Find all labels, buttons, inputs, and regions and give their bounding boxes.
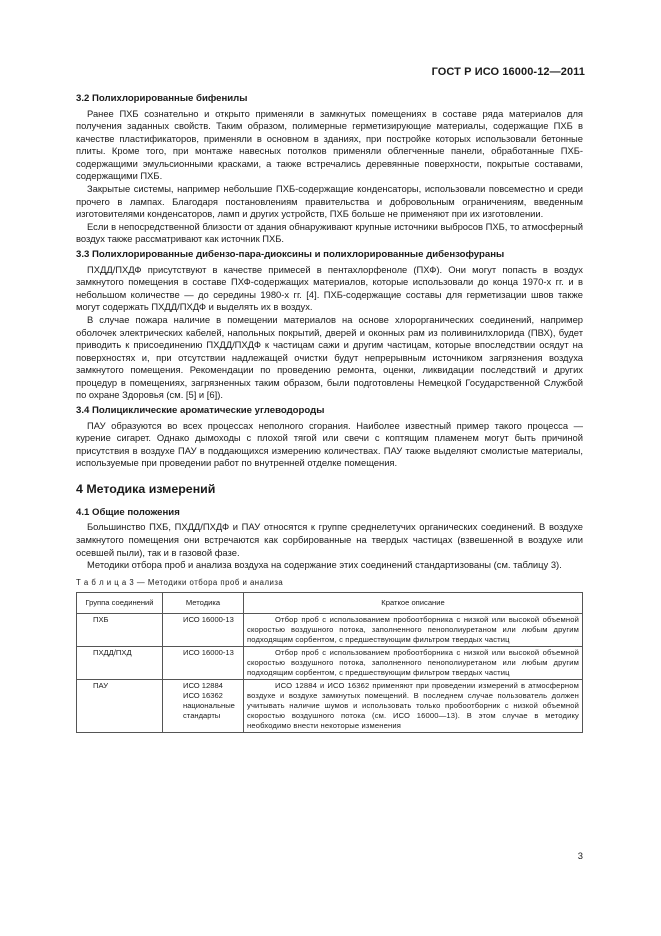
section-3-3-paragraph-2: В случае пожара наличие в помещении материалов на основе хлорорганических соединений, например оболочек электрических кабелей, напольных покрытий, дверей и оконных рам из поливинилхлорида (ПВХ), будет приводить к присоединению ПХДД/ПХДФ к частицам сажи и другим частицам, которые впоследствии осядут на поверхностях и, при отсутствии надлежащей очистки будут непрерывным источником загрязнения воздуха замкнутого помещения. Рекомендации по проведению ремонта, оценки, ликвидации последствий и других процедур в помещениях, загрязненных таким образом, были подготовлены Немецкой Государственной Службой по охране Здоровья (см. [5] и [6]).	[76, 313, 583, 401]
table-cell-description-text: ИСО 12884 и ИСО 16362 применяют при проведении измерений в атмосферном воздухе и воздухе замкнутых помещений. В последнем случае пользователь должен учитывать наличие шумов и использовать только пробоотборник с низкой объемной скоростью воздушного потока (см. ИСО 16000—13). В этом случае в методику необходимо внести некоторые изменения	[247, 680, 579, 730]
table-row	[77, 613, 583, 646]
table-cell-description	[244, 646, 583, 679]
table-cell-method: ИСО 16000-13	[163, 613, 244, 646]
table-header-method: Методика	[163, 592, 244, 613]
table-cell-description	[244, 613, 583, 646]
table-cell-group: ПАУ	[77, 679, 163, 732]
section-3-2-paragraph-1: Ранее ПХБ сознательно и открыто применяли в замкнутых помещениях в составе ряда материалов для получения заданных свойств. Таким образом, полимерные герметизирующие материалы, содержащие ПХБ в качестве пластификаторов, применяли в основном в зданиях, при постройке которых использовали бетонные плиты. Кроме того, при монтаже навесных потолков применяли облегченные панели, обработанные ПХБ-содержащими эмульсионными красками, а также встречались деревянные поверхности, покрытые составами, содержащими ПХБ.	[76, 107, 583, 182]
table-3	[76, 592, 583, 733]
table-header-row	[77, 592, 583, 613]
section-4-heading: 4 Методика измерений	[76, 481, 216, 496]
page-number: 3	[577, 850, 583, 861]
section-3-3-paragraph-1: ПХДД/ПХДФ присутствуют в качестве примесей в пентахлорфеноле (ПХФ). Они могут попасть в воздух замкнутого помещения в составе ПХФ-содержащих материалов, которые использовали до конца 1970-х гг. и в небольшом количестве — до середины 1980-х гг. [4]. ПХБ-содержащие составы для герметизации швов также могут содержать ПХДД/ПХДФ и выделять их в воздух.	[76, 263, 583, 313]
section-4-1-heading: 4.1 Общие положения	[76, 506, 180, 518]
table-cell-group: ПХБ	[77, 613, 163, 646]
table-cell-method: ИСО 12884 ИСО 16362 национальные стандарты	[163, 679, 244, 732]
section-4-1-paragraph-1: Большинство ПХБ, ПХДД/ПХДФ и ПАУ относятся к группе среднелетучих органических соединений. В воздухе замкнутого помещения они встречаются как сорбированные на твердых частицах (взвешенной в воздухе или осевшей пыли), так и в газовой фазе.	[76, 521, 583, 558]
section-3-2-paragraph-2: Закрытые системы, например небольшие ПХБ-содержащие конденсаторы, использовали повсеместно и среди прочего в лампах. Благодаря постановлениям правительства и добровольным ограничениям, введенным изготовителями конденсаторов, ламп и других устройств, ПХБ больше не применяют при их изготовлении.	[76, 183, 583, 220]
section-3-2-paragraph-3: Если в непосредственной близости от здания обнаруживают крупные источники выбросов ПХБ, то атмосферный воздух также рассматривают как источник ПХБ.	[76, 220, 583, 245]
table-row	[77, 646, 583, 679]
table-3-caption: Т а б л и ц а 3 — Методики отбора проб и анализа	[76, 577, 284, 587]
table-row	[77, 679, 583, 732]
section-3-4-paragraph-1: ПАУ образуются во всех процессах неполного сгорания. Наиболее известный пример такого процесса — курение сигарет. Однако дымоходы с плохой тягой или свечи с коптящим пламенем могут быть причиной присутствия в воздухе ПАУ в поддающихся измерению количествах. ПАУ также выделяют смолистые материалы, используемые при проведении работ по внутренней отделке помещения.	[76, 419, 583, 469]
table-cell-method: ИСО 16000-13	[163, 646, 244, 679]
table-cell-description	[244, 679, 583, 732]
table-cell-description-text: Отбор проб с использованием пробоотборника с низкой или высокой объемной скоростью воздушного потока, заполненного пенополиуретаном или любым другим подходящим сорбентом, с предшествующим фильтром твердых частиц	[247, 647, 579, 677]
table-header-group: Группа соединений	[77, 592, 163, 613]
table-cell-description-text: Отбор проб с использованием пробоотборника с низкой или высокой объемной скоростью воздушного потока, заполненного пенополиуретаном или любым другим подходящим сорбентом, с предшествующим фильтром твердых частиц	[247, 614, 579, 644]
standard-id-header: ГОСТ Р ИСО 16000-12—2011	[431, 66, 585, 78]
table-header-description: Краткое описание	[244, 592, 583, 613]
section-4-1-paragraph-2: Методики отбора проб и анализа воздуха на содержание этих соединений стандартизованы (см. таблицу 3).	[87, 559, 562, 571]
section-3-3-heading: 3.3 Полихлорированные дибензо-пара-диоксины и полихлорированные дибензофураны	[76, 249, 505, 261]
page-content	[76, 92, 583, 733]
table-cell-group: ПХДД/ПХД	[77, 646, 163, 679]
section-3-4-heading: 3.4 Полициклические ароматические углеводороды	[76, 405, 325, 417]
section-3-2-heading: 3.2 Полихлорированные бифенилы	[76, 93, 248, 104]
